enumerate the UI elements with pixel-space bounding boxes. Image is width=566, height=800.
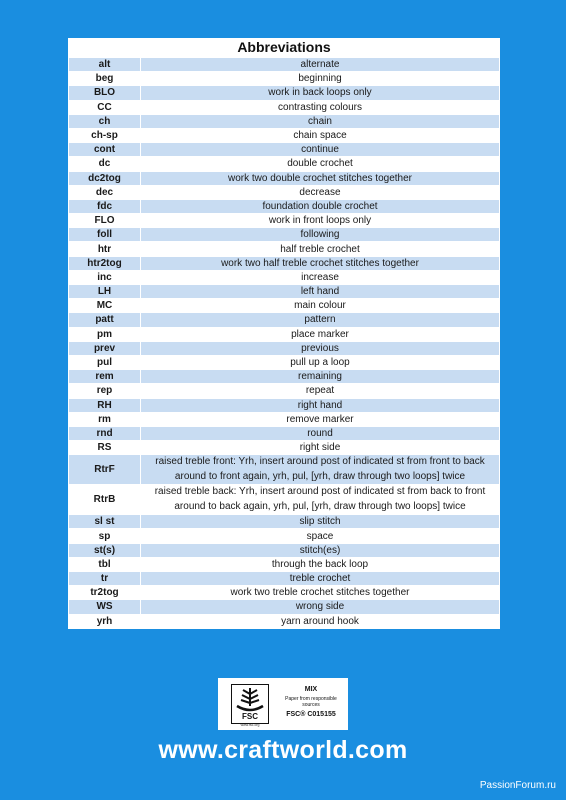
abbreviation-cell: CC [69,100,141,114]
definition-cell: work in front loops only [141,214,500,228]
definition-cell: following [141,228,500,242]
abbreviation-cell: pul [69,355,141,369]
definition-cell: half treble crochet [141,242,500,256]
table-row [69,600,500,614]
table-row [69,327,500,341]
table-row [69,199,500,213]
definition-cell: chain space [141,128,500,142]
definition-cell: space [141,529,500,543]
table-row [69,270,500,284]
table-row [69,614,500,628]
table-row [69,515,500,529]
abbreviation-cell: WS [69,600,141,614]
definition-cell: decrease [141,185,500,199]
abbreviation-cell: pm [69,327,141,341]
abbreviation-cell: RtrF [69,455,141,485]
table-row [69,157,500,171]
watermark-text: PassionForum.ru [479,780,556,791]
fsc-logo-url: www.fsc.org [240,723,260,727]
definition-cell: wrong side [141,600,500,614]
table-row [69,185,500,199]
abbreviation-cell: FLO [69,214,141,228]
abbreviation-cell: rnd [69,426,141,440]
definition-cell: right side [141,441,500,455]
definition-cell: pattern [141,313,500,327]
definition-cell: work two half treble crochet stitches together [141,256,500,270]
table-row [69,586,500,600]
definition-cell: place marker [141,327,500,341]
definition-cell: raised treble back: Yrh, insert around post of indicated st from back to front around to back again, yrh, pul, [yrh, draw through two loops] twice [141,485,500,515]
table-row [69,285,500,299]
abbreviation-cell: sl st [69,515,141,529]
definition-cell: foundation double crochet [141,199,500,213]
table-row [69,86,500,100]
table-row [69,143,500,157]
definition-cell: remaining [141,370,500,384]
fsc-logo-text: FSC [242,712,258,721]
definition-cell: stitch(es) [141,543,500,557]
table-row [69,529,500,543]
table-row [69,128,500,142]
definition-cell: left hand [141,285,500,299]
table-row [69,256,500,270]
table-row [69,441,500,455]
abbreviation-cell: tbl [69,557,141,571]
fsc-tree-logo-icon [231,684,269,724]
abbreviation-cell: tr [69,572,141,586]
table-row [69,114,500,128]
table-row [69,370,500,384]
abbreviation-cell: patt [69,313,141,327]
table-title: Abbreviations [68,38,500,57]
table-row [69,214,500,228]
definition-cell: remove marker [141,412,500,426]
fsc-label [218,678,348,730]
fsc-mix-label: MIX [304,686,318,693]
definition-cell: work two double crochet stitches together [141,171,500,185]
abbreviation-cell: prev [69,341,141,355]
abbreviations-table [68,57,500,629]
abbreviation-cell: dc2tog [69,171,141,185]
table-row [69,313,500,327]
abbreviation-cell: ch [69,114,141,128]
table-row [69,485,500,515]
definition-cell: work two treble crochet stitches together [141,586,500,600]
table-row [69,455,500,485]
abbreviation-cell: LH [69,285,141,299]
table-row [69,299,500,313]
definition-cell: double crochet [141,157,500,171]
abbreviation-cell: rep [69,384,141,398]
definition-cell: work in back loops only [141,86,500,100]
abbreviation-cell: foll [69,228,141,242]
definition-cell: yarn around hook [141,614,500,628]
abbreviation-cell: htr2tog [69,256,141,270]
definition-cell: chain [141,114,500,128]
table-row [69,228,500,242]
definition-cell: main colour [141,299,500,313]
table-row [69,171,500,185]
table-row [69,412,500,426]
abbreviation-cell: fdc [69,199,141,213]
abbreviation-cell: rm [69,412,141,426]
table-row [69,100,500,114]
abbreviation-cell: RH [69,398,141,412]
definition-cell: raised treble front: Yrh, insert around post of indicated st from front to back around to front again, yrh, pul, [yrh, draw through two loops] twice [141,455,500,485]
table-row [69,355,500,369]
definition-cell: round [141,426,500,440]
abbreviation-cell: inc [69,270,141,284]
abbreviation-cell: rem [69,370,141,384]
abbreviation-cell: RtrB [69,485,141,515]
definition-cell: through the back loop [141,557,500,571]
abbreviation-cell: MC [69,299,141,313]
fsc-code: FSC® C015155 [286,711,336,718]
definition-cell: alternate [141,58,500,72]
definition-cell: slip stitch [141,515,500,529]
definition-cell: continue [141,143,500,157]
fsc-paper-text: Paper from responsible sources [285,696,337,708]
abbreviation-cell: alt [69,58,141,72]
abbreviation-cell: ch-sp [69,128,141,142]
table-row [69,72,500,86]
abbreviation-cell: cont [69,143,141,157]
table-row [69,426,500,440]
table-row [69,557,500,571]
abbreviation-cell: yrh [69,614,141,628]
table-row [69,58,500,72]
abbreviation-cell: tr2tog [69,586,141,600]
table-row [69,543,500,557]
abbreviations-table-card [68,38,500,629]
abbreviation-cell: dc [69,157,141,171]
site-url: www.craftworld.com [158,736,408,764]
abbreviation-cell: htr [69,242,141,256]
abbreviation-cell: sp [69,529,141,543]
definition-cell: repeat [141,384,500,398]
definition-cell: increase [141,270,500,284]
table-row [69,384,500,398]
abbreviation-cell: BLO [69,86,141,100]
definition-cell: previous [141,341,500,355]
definition-cell: pull up a loop [141,355,500,369]
definition-cell: treble crochet [141,572,500,586]
definition-cell: right hand [141,398,500,412]
abbreviation-cell: RS [69,441,141,455]
abbreviation-cell: st(s) [69,543,141,557]
abbreviation-cell: dec [69,185,141,199]
definition-cell: contrasting colours [141,100,500,114]
table-row [69,398,500,412]
table-row [69,242,500,256]
table-row [69,572,500,586]
abbreviation-cell: beg [69,72,141,86]
table-row [69,341,500,355]
definition-cell: beginning [141,72,500,86]
